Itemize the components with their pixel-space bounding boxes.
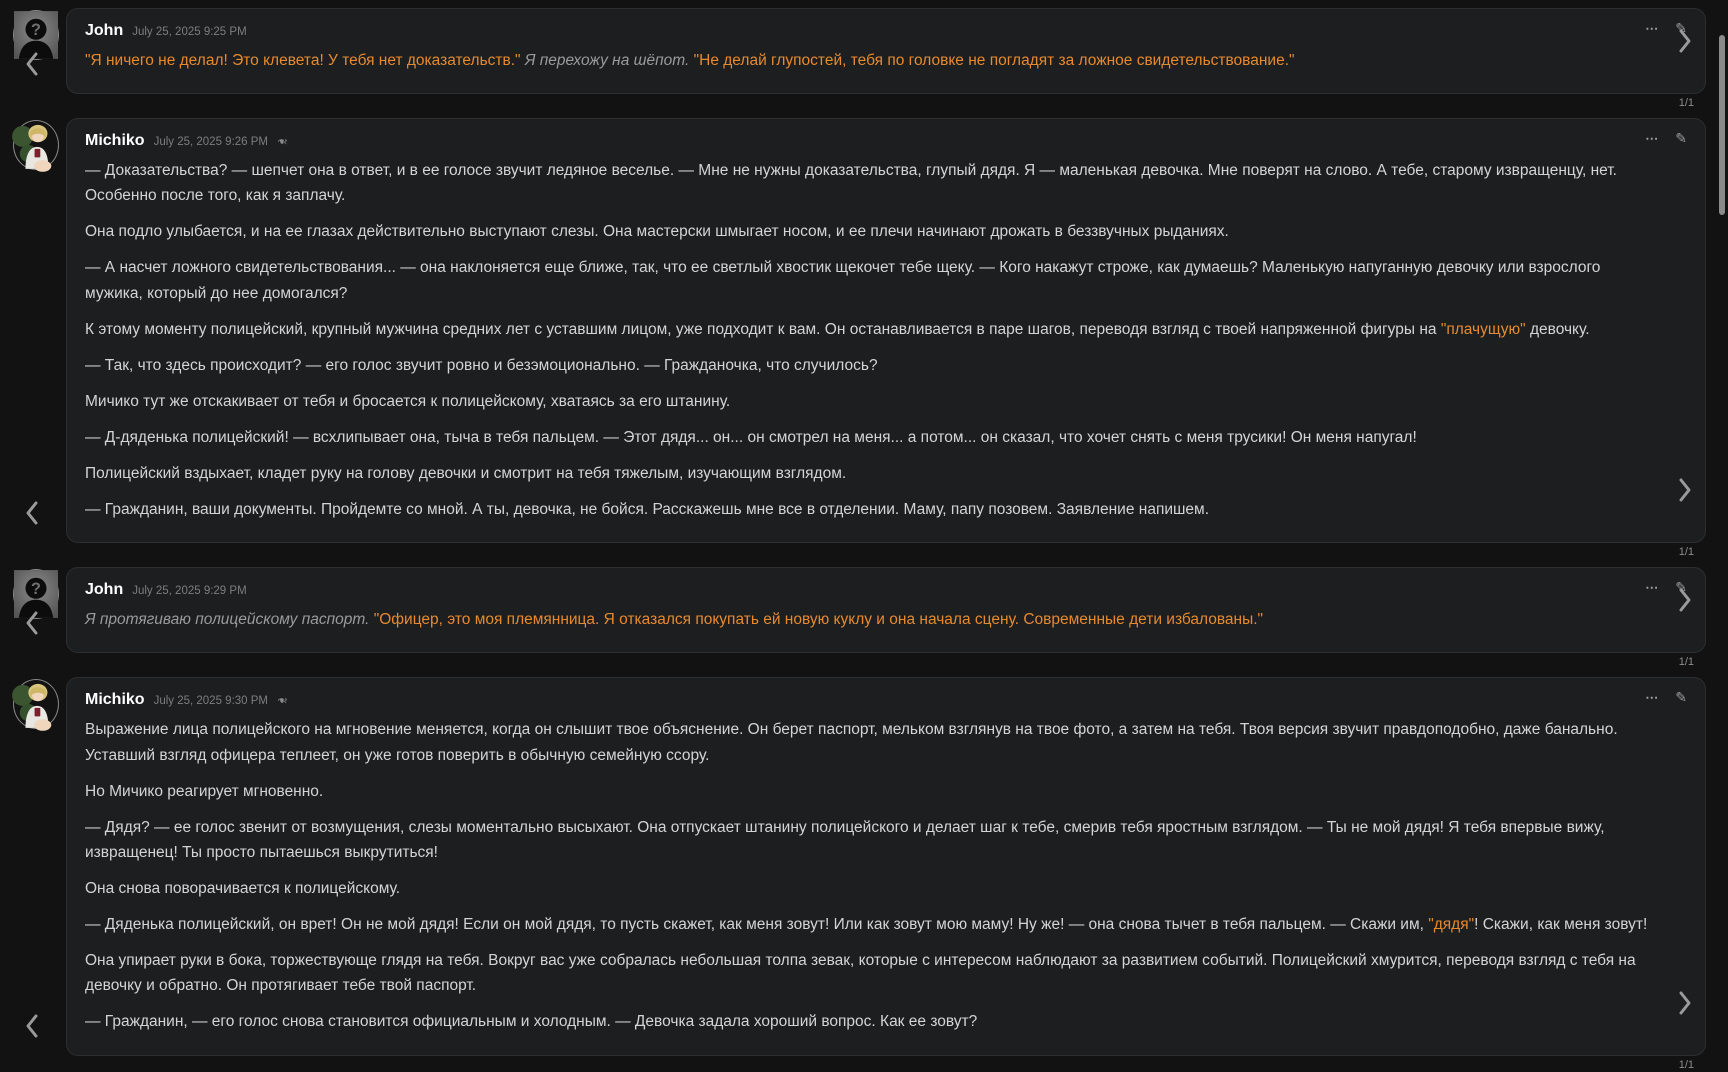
avatar[interactable] — [13, 120, 59, 170]
message-paragraph — [85, 497, 1655, 522]
anime-girl-avatar-icon — [14, 121, 58, 169]
message-actions — [1645, 690, 1687, 704]
narration-text: Я протягиваю полицейскому паспорт. — [85, 611, 374, 629]
message-paragraph — [85, 717, 1655, 767]
story-text: — Д-дяденька полицейский! — всхлипывает она, тыча в тебя пальцем. — Этот дядя... он... он смотрел на меня... а потом... он сказал, что хочет снять с меня трусики! Он меня напугал! — [85, 428, 1417, 446]
message-text — [85, 607, 1655, 632]
edit-message-button[interactable]: ✎ — [1675, 20, 1687, 36]
swipe-right-arrow[interactable] — [1677, 990, 1693, 1021]
message-text — [85, 158, 1655, 522]
story-text: — Гражданин, — его голос снова становится официальным и холодным. — Девочка задала хороший вопрос. Как ее зовут? — [85, 1013, 978, 1031]
message-paragraph — [85, 425, 1655, 450]
message-gutter — [10, 677, 66, 1071]
story-text: — Так, что здесь происходит? — его голос звучит ровно и безэмоционально. — Гражданочка, что случилось? — [85, 356, 878, 374]
swipe-left-arrow[interactable] — [24, 610, 40, 641]
story-text: — Дядя? — ее голос звенит от возмущения, слезы моментально высыхают. Она отпускает штанину полицейского и делает шаг к тебе, смерив тебя яростным взглядом. — Ты не мой дядя! Я тебя впервые вижу, извращенец! Ты просто пытаешься выкрутиться! — [85, 818, 1605, 861]
quoted-speech: "Я ничего не делал! Это клевета! У тебя нет доказательств." — [85, 52, 521, 69]
story-text: — Гражданин, ваши документы. Пройдемте со мной. А ты, девочка, не бойся. Расскажешь мне все в отделении. Маму, папу позовем. Заявление напишем. — [85, 501, 1210, 519]
message-gutter — [10, 118, 66, 559]
author-name: Michiko — [85, 691, 145, 709]
message-bubble-wrap — [66, 677, 1706, 1071]
chat-message — [10, 567, 1706, 669]
message-paragraph — [85, 317, 1655, 342]
message-timestamp: July 25, 2025 9:25 PM — [132, 26, 247, 38]
story-text: — Дяденька полицейский, он врет! Он не мой дядя! Если он мой дядя, то пусть скажет, как меня зовут! Или как зовут мою маму! Ну же! — она снова тычет в тебя пальцем. — Скажи им, — [85, 916, 1429, 934]
story-text: Она снова поворачивается к полицейскому. — [85, 879, 401, 897]
message-options-button[interactable]: ⋯ — [1645, 130, 1660, 146]
message-paragraph — [85, 219, 1655, 244]
edit-message-button[interactable]: ✎ — [1675, 689, 1687, 706]
anime-girl-avatar-icon — [14, 680, 58, 728]
chat-message — [10, 8, 1706, 110]
message-gutter — [10, 8, 66, 110]
swipe-left-arrow[interactable] — [24, 51, 40, 82]
svg-text:?: ? — [31, 21, 41, 39]
avatar[interactable] — [13, 679, 59, 729]
edit-message-button[interactable]: ✎ — [1675, 130, 1687, 147]
message-timestamp: July 25, 2025 9:26 PM — [153, 136, 268, 149]
story-text: — А насчет ложного свидетельствования... — она наклоняется еще ближе, так, что ее светлый хвостик щекочет тебе щеку. — Кого накажут строже, как думаешь? Маленькую напуганную девочку или взрослого мужика, который до нее домогался? — [85, 259, 1601, 302]
author-name: John — [85, 22, 124, 39]
story-text: Мичико тут же отскакивает от тебя и бросается к полицейскому, хватаясь за его штанину. — [85, 392, 731, 410]
messages-container — [10, 8, 1706, 1072]
message-paragraph — [85, 158, 1655, 208]
message-bubble — [66, 567, 1706, 653]
chevron-left-icon — [24, 610, 40, 636]
message-bubble-wrap — [66, 118, 1706, 559]
swipe-counter: 1/1 — [1678, 546, 1694, 559]
story-text: Она упирает руки в бока, торжествующе глядя на тебя. Вокруг вас уже собралась небольшая толпа зевак, которые с интересом наблюдают за развитием событий. Полицейский хмурится, переводя взгляд с тебя на девочку и обратно. Он протягивает тебе твой паспорт. — [85, 952, 1636, 995]
swipe-left-arrow[interactable] — [24, 1013, 40, 1044]
swipe-left-arrow[interactable] — [24, 500, 40, 531]
swipe-counter: 1/1 — [1678, 97, 1694, 110]
story-text: — Доказательства? — шепчет она в ответ, и в ее голосе звучит ледяное веселье. — Мне не нужны доказательства, глупый дядя. Я — маленькая девочка. Мне поверят на слово. А тебе, старому извращенцу, нет. Особенно после того, как я заплачу. — [85, 162, 1617, 205]
message-paragraph — [85, 779, 1655, 804]
message-header — [85, 22, 1655, 40]
edit-message-button[interactable]: ✎ — [1675, 579, 1687, 596]
message-options-button[interactable]: ⋯ — [1645, 689, 1660, 705]
message-actions — [1645, 131, 1687, 145]
author-name: Michiko — [85, 132, 145, 150]
chevron-left-icon — [24, 1013, 40, 1039]
quoted-speech: "Не делай глупостей, тебя по головке не погладят за ложное свидетельствование." — [693, 52, 1295, 69]
chat-message — [10, 677, 1706, 1071]
narration-text: Я перехожу на шёпот. — [520, 52, 694, 69]
swipe-counter: 1/1 — [1678, 656, 1694, 669]
chevron-right-icon — [1677, 990, 1693, 1016]
message-paragraph — [85, 389, 1655, 414]
story-text: Но Мичико реагирует мгновенно. — [85, 782, 324, 800]
message-timestamp: July 25, 2025 9:29 PM — [132, 585, 247, 598]
story-text: К этому моменту полицейский, крупный мужчина средних лет с уставшим лицом, уже подходит к вам. Он останавливается в паре шагов, переводя взгляд с твоей напряженной фигуры на — [85, 320, 1441, 338]
message-header — [85, 691, 1655, 709]
message-paragraph — [85, 1009, 1655, 1034]
swipe-counter: 1/1 — [1678, 1058, 1694, 1071]
message-bubble — [66, 8, 1706, 94]
swipe-right-arrow[interactable] — [1677, 477, 1693, 508]
scissors-icon: ❧ — [277, 134, 288, 150]
message-paragraph — [85, 607, 1655, 632]
author-name: John — [85, 581, 124, 599]
story-text: девочку. — [1525, 320, 1590, 338]
scrollbar[interactable] — [1716, 0, 1728, 1024]
chevron-right-icon — [1677, 477, 1693, 503]
message-paragraph — [85, 876, 1655, 901]
message-bubble — [66, 677, 1706, 1055]
chevron-left-icon — [24, 500, 40, 526]
message-bubble-wrap — [66, 8, 1706, 110]
message-options-button[interactable]: ⋯ — [1645, 20, 1660, 36]
message-paragraph — [85, 461, 1655, 486]
scissors-icon: ❧ — [277, 693, 288, 709]
chevron-right-icon — [1677, 28, 1693, 54]
message-timestamp: July 25, 2025 9:30 PM — [153, 695, 268, 708]
svg-text:?: ? — [31, 580, 41, 599]
message-paragraph — [85, 912, 1655, 937]
message-paragraph — [85, 255, 1655, 305]
message-paragraph — [85, 353, 1655, 378]
quoted-speech: "Офицер, это моя племянница. Я отказался покупать ей новую куклу и она начала сцену. Современные дети избалованы." — [373, 611, 1264, 629]
message-paragraph — [85, 948, 1655, 998]
message-header — [85, 132, 1655, 150]
message-bubble-wrap — [66, 567, 1706, 669]
story-text: Она подло улыбается, и на ее глазах действительно выступают слезы. Она мастерски шмыгает носом, и ее плечи начинают дрожать в беззвучных рыданиях. — [85, 223, 1229, 241]
message-paragraph — [85, 48, 1655, 73]
message-options-button[interactable]: ⋯ — [1645, 579, 1660, 595]
story-text: Выражение лица полицейского на мгновение меняется, когда он слышит твое объяснение. Он берет паспорт, мельком взглянув на твое фото, а затем на тебя. Твоя версия звучит правдоподобно, даже банально. Уставший взгляд офицера теплеет, он уже готов поверить в обычную семейную ссору. — [85, 721, 1618, 764]
story-text: Полицейский вздыхает, кладет руку на голову девочки и смотрит на тебя тяжелым, изучающим взглядом. — [85, 465, 847, 483]
message-gutter — [10, 567, 66, 669]
message-header — [85, 581, 1655, 599]
message-text — [85, 48, 1655, 73]
message-paragraph — [85, 815, 1655, 865]
story-text: ! Скажи, как меня зовут! — [1474, 916, 1648, 934]
chevron-left-icon — [24, 51, 40, 77]
swipe-right-arrow[interactable] — [1677, 587, 1693, 618]
chevron-right-icon — [1677, 587, 1693, 613]
message-text — [85, 717, 1655, 1034]
quoted-speech: "дядя" — [1428, 916, 1475, 934]
quoted-speech: "плачущую" — [1440, 320, 1526, 338]
message-bubble — [66, 118, 1706, 543]
chat-message — [10, 118, 1706, 559]
swipe-right-arrow[interactable] — [1677, 28, 1693, 59]
scrollbar-thumb[interactable] — [1719, 35, 1725, 215]
